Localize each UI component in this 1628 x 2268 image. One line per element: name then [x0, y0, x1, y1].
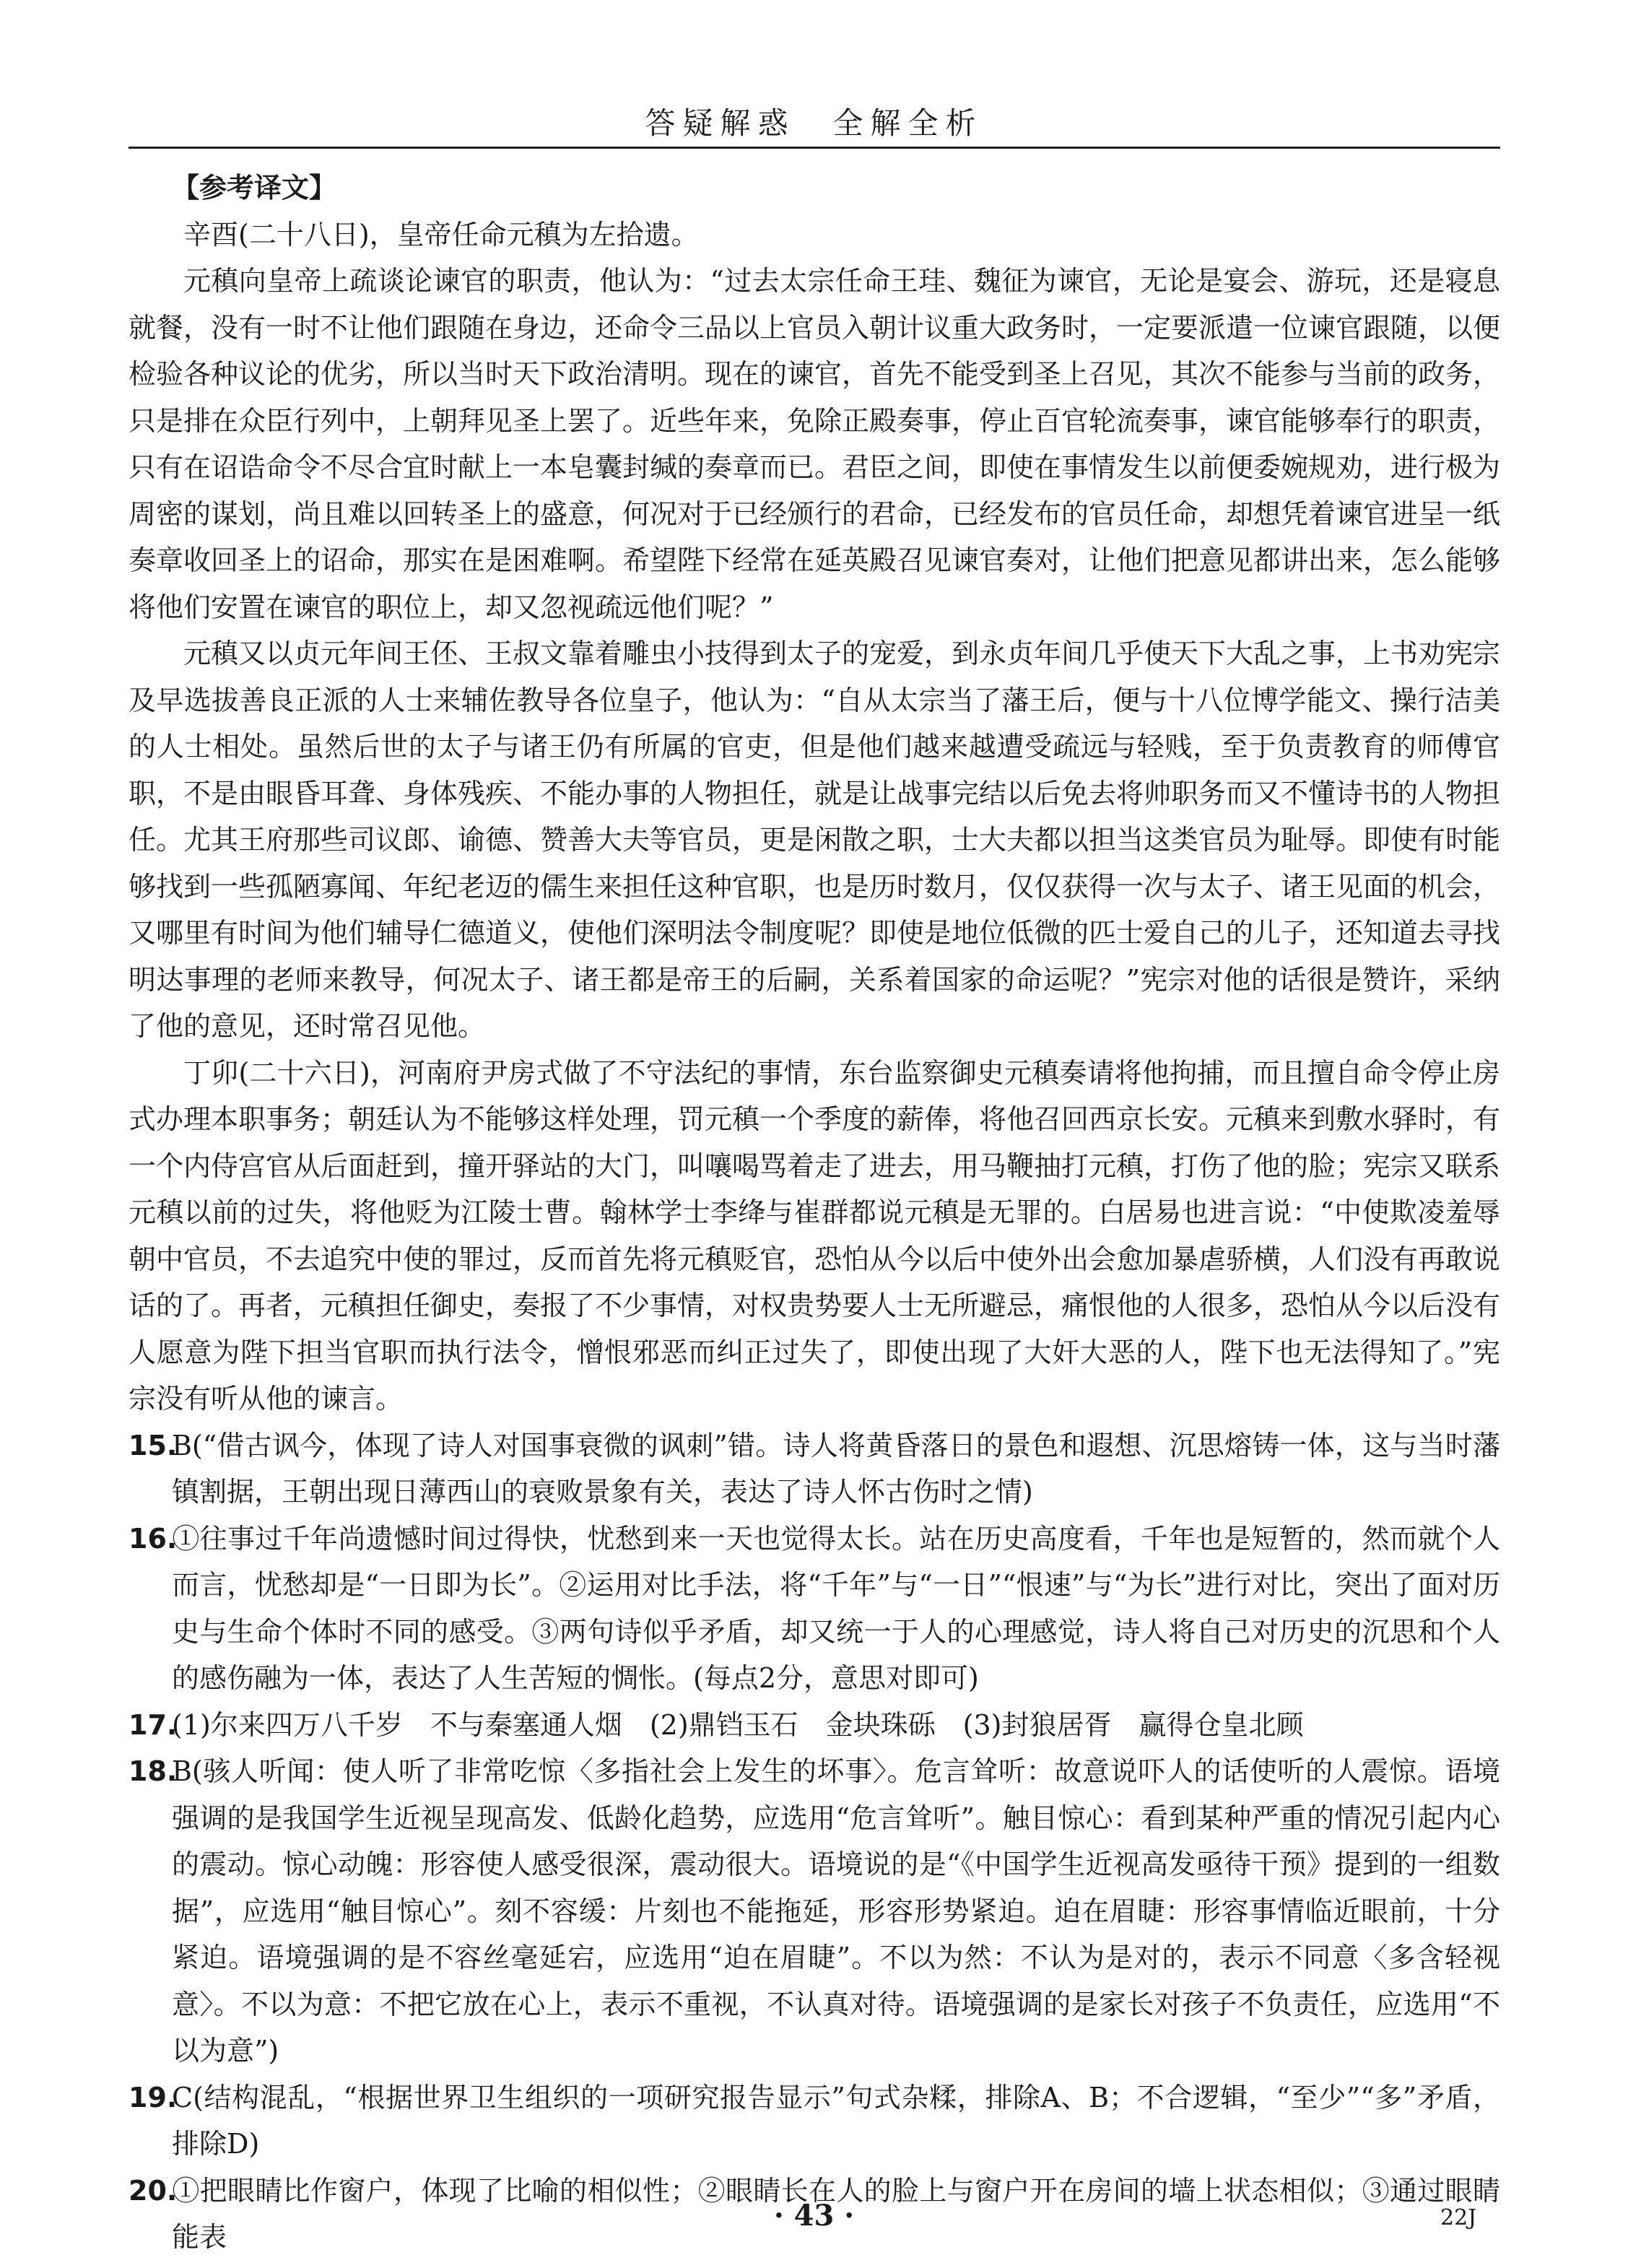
answer-text: ①往事过千年尚遗憾时间过得快，忧愁到来一天也觉得太长。站在历史高度看，千年也是短暂的，然而就个人而言，忧愁却是“一日即为长”。②运用对比手法，将“千年”与“一日”“恨速”与“为长”进行对比，突出了面对历史与生命个体时不同的感受。③两句诗似乎矛盾，却又统一于人的心理感觉，诗人将自己对历史的沉思和个人的感伤融为一体，表达了人生苦短的惆怅。(每点2分，意思对即可)	[172, 1522, 1500, 1694]
answer-item-17	[129, 1702, 1500, 1749]
page-content	[129, 165, 1500, 2261]
translation-paragraph-3: 元稹又以贞元年间王伾、王叔文靠着雕虫小技得到太子的宠爱，到永贞年间几乎使天下大乱之事，上书劝宪宗及早选拔善良正派的人士来辅佐教导各位皇子，他认为：“自从太宗当了藩王后，便与十八位博学能文、操行洁美的人士相处。虽然后世的太子与诸王仍有所属的官吏，但是他们越来越遭受疏远与轻贱，至于负责教育的师傅官职，不是由眼昏耳聋、身体残疾、不能办事的人物担任，就是让战事完结以后免去将帅职务而又不懂诗书的人物担任。尤其王府那些司议郎、谕德、赞善大夫等官员，更是闲散之职，士大夫都以担当这类官员为耻辱。即使有时能够找到一些孤陋寡闻、年纪老迈的儒生来担任这种官职，也是历时数月，仅仅获得一次与太子、诸王见面的机会，又哪里有时间为他们辅导仁德道义，使他们深明法令制度呢？即使是地位低微的匹士爱自己的儿子，还知道去寻找明达事理的老师来教导，何况太子、诸王都是帝王的后嗣，关系着国家的命运呢？”宪宗对他的话很是赞许，采纳了他的意见，还时常召见他。	[129, 638, 1501, 1042]
answer-item-19	[129, 2074, 1500, 2168]
header-rule	[129, 147, 1500, 149]
answer-number: 19.	[129, 2081, 178, 2113]
answer-number: 17.	[129, 1708, 178, 1741]
answer-text: ①把眼睛比作窗户，体现了比喻的相似性；②眼睛长在人的脸上与窗户开在房间的墙上状态相似；③通过眼睛能表	[172, 2174, 1500, 2253]
answer-text: (1)尔来四万八千岁 不与秦塞通人烟 (2)鼎铛玉石 金块珠砾 (3)封狼居胥 赢得仓皇北顾	[172, 1708, 1304, 1741]
answer-item-15	[129, 1422, 1500, 1516]
answer-text: B(骇人听闻：使人听了非常吃惊〈多指社会上发生的坏事〉。危言耸听：故意说吓人的话使听的人震惊。语境强调的是我国学生近视呈现高发、低龄化趋势，应选用“危言耸听”。触目惊心：看到某种严重的情况引起内心的震动。惊心动魄：形容使人感受很深，震动很大。语境说的是“《中国学生近视高发亟待干预》提到的一组数据”，应选用“触目惊心”。刻不容缓：片刻也不能拖延，形容形势紧迫。迫在眉睫：形容事情临近眼前，十分紧迫。语境强调的是不容丝毫延宕，应选用“迫在眉睫”。不以为然：不认为是对的，表示不同意〈多含轻视意〉。不以为意：不把它放在心上，表示不重视，不认真对待。语境强调的是家长对孩子不负责任，应选用“不以为意”)	[172, 1755, 1500, 2067]
answer-number: 20.	[129, 2174, 178, 2207]
translation-paragraph-4: 丁卯(二十六日)，河南府尹房式做了不守法纪的事情，东台监察御史元稹奏请将他拘捕，而且擅自命令停止房式办理本职事务；朝廷认为不能够这样处理，罚元稹一个季度的薪俸，将他召回西京长安。元稹来到敷水驿时，有一个内侍宫官从后面赶到，撞开驿站的大门，叫嚷喝骂着走了进去，用马鞭抽打元稹，打伤了他的脸；宪宗又联系元稹以前的过失，将他贬为江陵士曹。翰林学士李绛与崔群都说元稹是无罪的。白居易也进言说：“中使欺凌羞辱朝中官员，不去追究中使的罪过，反而首先将元稹贬官，恐怕从今以后中使外出会愈加暴虐骄横，人们没有再敢说话的了。再者，元稹担任御史，奏报了不少事情，对权贵势要人士无所避忌，痛恨他的人很多，恐怕从今以后没有人愿意为陛下担当官职而执行法令，憎恨邪恶而纠正过失了，即使出现了大奸大恶的人，陛下也无法得知了。”宪宗没有听从他的谏言。	[129, 1056, 1501, 1415]
section-heading: 【参考译文】	[172, 171, 337, 204]
translation-paragraph-1: 辛酉(二十八日)，皇帝任命元稹为左拾遗。	[183, 218, 699, 251]
edition-code: 22J	[1440, 2205, 1477, 2230]
answer-text: C(结构混乱，“根据世界卫生组织的一项研究报告显示”句式杂糅，排除A、B；不合逻辑，“至少”“多”矛盾，排除D)	[172, 2081, 1500, 2160]
answer-number: 16.	[129, 1522, 178, 1555]
answer-item-18	[129, 1748, 1500, 2074]
answer-text: B(“借古讽今，体现了诗人对国事衰微的讽刺”错。诗人将黄昏落日的景色和遐想、沉思熔铸一体，这与当时藩镇割据，王朝出现日薄西山的衰败景象有关，表达了诗人怀古伤时之情)	[172, 1429, 1500, 1508]
answer-number: 18.	[129, 1755, 178, 1787]
page-header-title: 答疑解惑 全解全析	[645, 105, 983, 141]
translation-paragraph-2: 元稹向皇帝上疏谈论谏官的职责，他认为：“过去太宗任命王珪、魏征为谏官，无论是宴会、游玩，还是寝息就餐，没有一时不让他们跟随在身边，还命令三品以上官员入朝计议重大政务时，一定要派遣一位谏官跟随，以便检验各种议论的优劣，所以当时天下政治清明。现在的谏官，首先不能受到圣上召见，其次不能参与当前的政务，只是排在众臣行列中，上朝拜见圣上罢了。近些年来，免除正殿奏事，停止百官轮流奏事，谏官能够奉行的职责，只有在诏诰命令不尽合宜时献上一本皂囊封缄的奏章而已。君臣之间，即使在事情发生以前便委婉规劝，进行极为周密的谋划，尚且难以回转圣上的盛意，何况对于已经颁行的君命，已经发布的官员任命，却想凭着谏官进呈一纸奏章收回圣上的诏命，那实在是困难啊。希望陛下经常在延英殿召见谏官奏对，让他们把意见都讲出来，怎么能够将他们安置在谏官的职位上，却又忽视疏远他们呢？”	[129, 265, 1501, 623]
page-number: · 43 ·	[773, 2199, 855, 2233]
answer-item-16	[129, 1516, 1500, 1702]
answer-number: 15.	[129, 1429, 178, 1461]
